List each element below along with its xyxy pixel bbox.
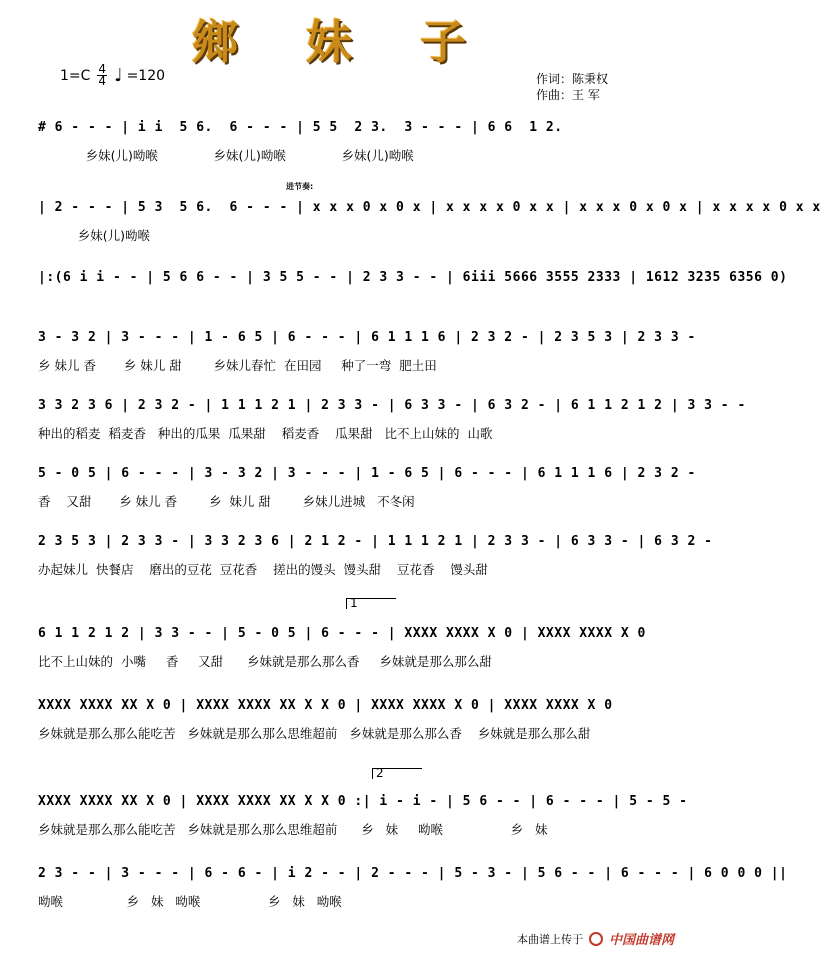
notation-line: 5 - 0 5 | 6 - - - | 3 - 3 2 | 3 - - - | 1 - 6 5 | 6 - - - | 6 1 1 1 6 | 2 3 2 -	[38, 466, 696, 481]
tempo-value: =120	[126, 67, 166, 84]
notation-line: # 6 - - - | i i 5 6. 6 - - - | 5 5 2 3. 3 - - - | 6 6 1 2.	[38, 120, 563, 135]
volta-2: 2	[372, 768, 422, 779]
lyric-line: 呦喉 乡 妹 呦喉 乡 妹 呦喉	[38, 894, 342, 909]
quarter-note-icon: ♩	[114, 64, 123, 86]
lyric-line: 乡妹就是那么那么能吃苦 乡妹就是那么那么思维超前 乡 妹 呦喉 乡 妹	[38, 822, 548, 837]
time-signature	[97, 64, 107, 87]
site-logo-icon	[589, 932, 603, 946]
notation-line: | 2 - - - | 5 3 5 6. 6 - - - | x x x 0 x 0 x | x x x x 0 x x | x x x 0 x 0 x | x x x x 0 x x	[38, 200, 821, 215]
key-prefix: 1=C	[60, 67, 91, 84]
lyric-line: 香 又甜 乡 妹儿 香 乡 妹儿 甜 乡妹儿进城 不冬闲	[38, 494, 415, 509]
time-top: 4	[98, 62, 107, 76]
lyric-line: 乡妹(儿)呦喉	[38, 228, 150, 243]
notation-line: 6 1 1 2 1 2 | 3 3 - - | 5 - 0 5 | 6 - - - | XXXX XXXX X 0 | XXXX XXXX X 0	[38, 626, 646, 641]
song-title: 鄉 妹 子	[191, 15, 493, 69]
notation-line: 2 3 5 3 | 2 3 3 - | 3 3 2 3 6 | 2 1 2 - | 1 1 1 2 1 | 2 3 3 - | 6 3 3 - | 6 3 2 -	[38, 534, 713, 549]
footer	[517, 929, 674, 948]
key-signature	[60, 64, 165, 87]
lyric-line: 比不上山妹的 小嘴 香 又甜 乡妹就是那么那么香 乡妹就是那么那么甜	[38, 654, 492, 669]
notation-line: |:(6 i i - - | 5 6 6 - - | 3 5 5 - - | 2 3 3 - - | 6iii 5666 3555 2333 | 1612 3235 6356 0)	[38, 270, 788, 285]
footer-text: 本曲谱上传于	[516, 932, 583, 946]
lyric-line: 乡妹(儿)呦喉 乡妹(儿)呦喉 乡妹(儿)呦喉	[38, 148, 414, 163]
footer-brand: 中国曲谱网	[608, 933, 674, 948]
notation-line: XXXX XXXX XX X 0 | XXXX XXXX XX X X 0 :| i - i - | 5 6 - - | 6 - - - | 5 - 5 -	[38, 794, 688, 809]
lyric-line: 种出的稻麦 稻麦香 种出的瓜果 瓜果甜 稻麦香 瓜果甜 比不上山妹的 山歌	[38, 426, 493, 441]
lyricist-credit: 作词：陈秉权	[536, 72, 609, 86]
time-bottom: 4	[98, 74, 107, 88]
notation-line: 3 3 2 3 6 | 2 3 2 - | 1 1 1 2 1 | 2 3 3 - | 6 3 3 - | 6 3 2 - | 6 1 1 2 1 2 | 3 3 - -	[38, 398, 746, 413]
notation-line: 3 - 3 2 | 3 - - - | 1 - 6 5 | 6 - - - | 6 1 1 1 6 | 2 3 2 - | 2 3 5 3 | 2 3 3 -	[38, 330, 696, 345]
notation-line: XXXX XXXX XX X 0 | XXXX XXXX XX X X 0 | XXXX XXXX X 0 | XXXX XXXX X 0	[38, 698, 613, 713]
composer-credit: 作曲：王 军	[536, 88, 600, 102]
lyric-line: 乡 妹儿 香 乡 妹儿 甜 乡妹儿春忙 在田园 种了一弯 肥土田	[38, 358, 437, 373]
lyric-line: 乡妹就是那么那么能吃苦 乡妹就是那么那么思维超前 乡妹就是那么那么香 乡妹就是那么那么甜	[38, 726, 591, 741]
lyric-line: 办起妹儿 快餐店 磨出的豆花 豆花香 搓出的馒头 馒头甜 豆花香 馒头甜	[38, 562, 488, 577]
notation-line: 2 3 - - | 3 - - - | 6 - 6 - | i 2 - - | 2 - - - | 5 - 3 - | 5 6 - - | 6 - - - | 6 0 0 0 ||	[38, 866, 788, 881]
interlude-label: 进节奏:	[286, 182, 314, 191]
volta-1: 1	[346, 598, 396, 609]
